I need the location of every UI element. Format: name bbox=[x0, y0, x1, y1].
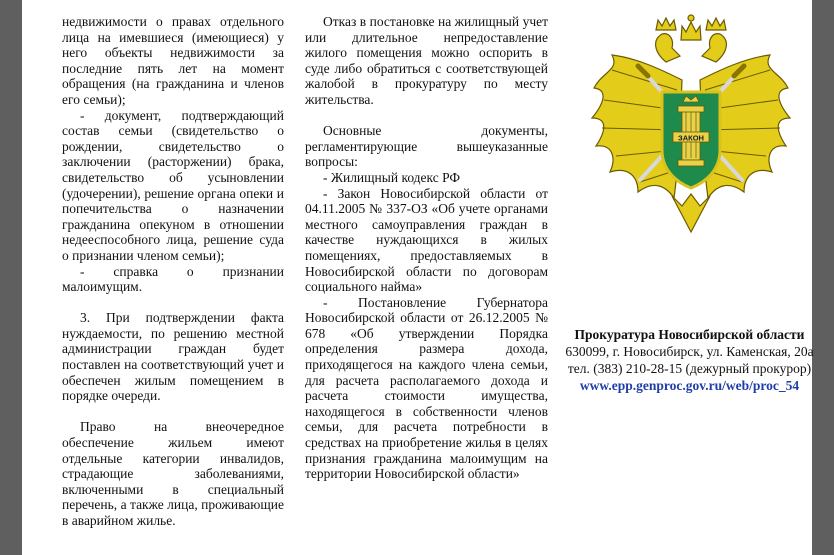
paragraph: Отказ в постановке на жилищный учет или длительное непредоставление жилого помещения можно оспорить в суде либо обратиться с соответствующей жалобой в прокуратуру по месту жительства. bbox=[305, 14, 548, 107]
paragraph: Основные документы, регламентирующие вышеуказанные вопросы: bbox=[305, 123, 548, 170]
paragraph: - Постановление Губернатора Новосибирской области от 26.12.2005 № 678 «Об утверждении Порядка определения размера дохода, приходящегося на каждого члена семьи, для расчета располагаемого дохода и расчета стоимости имущества, находящегося в собственности членов семьи, для расчета потребности в средствах на приобретение жилья в целях признания гражданина малоимущим на территории Новосибирской области» bbox=[305, 294, 548, 482]
paragraph: - справка о признании малоимущим. bbox=[62, 263, 284, 295]
prosecutor-emblem-icon bbox=[582, 10, 800, 234]
paragraph: Право на внеочередное обеспечение жильем имеют отдельные категории инвалидов, страдающие заболеваниями, включенными в специальный перечень, а также лица, проживающие в аварийном жилье. bbox=[62, 419, 284, 528]
paragraph: 3. При подтверждении факта нуждаемости, по решению местной администрации граждан будет поставлен на соответствующий учет и обеспечен жилым помещением в порядке очереди. bbox=[62, 310, 284, 404]
paragraph: - документ, подтверждающий состав семьи (свидетельство о рождении, свидетельство о заключении (расторжении) брака, свидетельство об усыновлении (удочерении), решение органа опеки и попечительства о назначении гражданина опекуном в отношении недееспособного лица, решение суда о признании членом семьи); bbox=[62, 107, 284, 263]
organization-name: Прокуратура Новосибирской области bbox=[574, 327, 805, 342]
text-column-middle bbox=[305, 14, 548, 482]
brochure-page bbox=[22, 0, 812, 555]
website-link[interactable]: www.epp.genproc.gov.ru/web/proc_54 bbox=[579, 378, 800, 393]
contact-block bbox=[552, 326, 827, 394]
paragraph: - Жилищный кодекс РФ bbox=[323, 169, 461, 185]
address: 630099, г. Новосибирск, ул. Каменская, 20а bbox=[565, 344, 814, 359]
paragraph: недвижимости о правах отдельного лица на имевшиеся (имеющиеся) у него объекты недвижимости за последние пять лет на момент обращения (на гражданина и членов его семьи); bbox=[62, 14, 284, 107]
text-column-left bbox=[62, 14, 284, 529]
paragraph: - Закон Новосибирской области от 04.11.2005 № 337-ОЗ «Об учете органами местного самоуправления граждан в качестве нуждающихся в жилых помещениях, предоставляемых в Новосибирской области по договорам социального найма» bbox=[305, 185, 548, 295]
shield-inscription: ЗАКОН bbox=[678, 133, 704, 143]
phone: тел. (383) 210-28-15 (дежурный прокурор) bbox=[567, 361, 812, 376]
